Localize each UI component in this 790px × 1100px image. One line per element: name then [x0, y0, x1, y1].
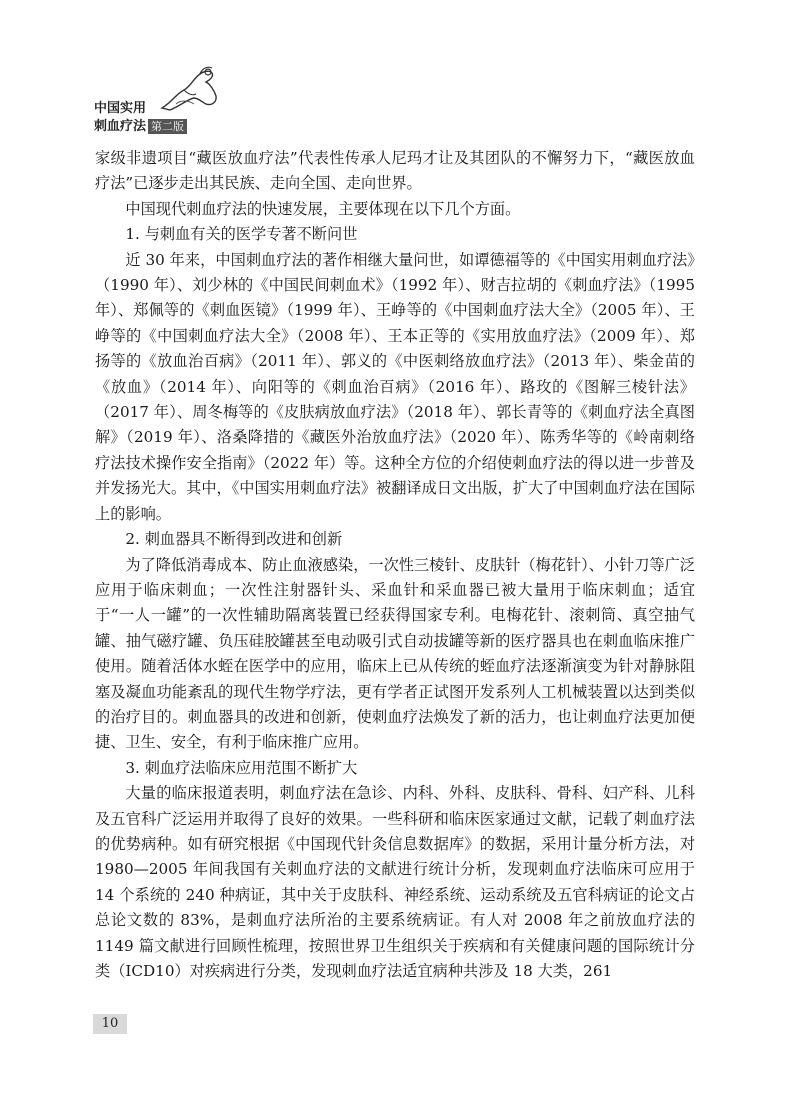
section-heading: 2. 刺血器具不断得到改进和创新 [125, 530, 343, 549]
page-number: 10 [93, 1014, 127, 1034]
running-header [88, 64, 228, 134]
header-title-line1: 中国实用 [94, 101, 147, 116]
header-title-line2 [94, 115, 187, 134]
paragraph: 大量的临床报道表明，刺血疗法在急诊、内科、外科、皮肤科、骨科、妇产科、儿科及五官科广泛运用并取得了良好的效果。一些科研和临床医家通过文献，记载了刺血疗法的优势病种。如有研究根据《中国现代针灸信息数据库》的数据，采用计量分析方法，对 1980—2005 年间我国有关刺血疗法的文献进行统计分析，发现刺血疗法临床可应用于 14 个系统的 240 种病证，其中关于皮肤科、神经系统、运动系统及五官科病证的论文占总论文数的 83%，是刺血疗法所治的主要系统病证。有人对 2008 年之前放血疗法的 1149 篇文献进行回顾性梳理，按照世界卫生组织关于疾病和有关健康问题的国际统计分类（ICD10）对疾病进行分类，发现刺血疗法适宜病种共涉及 18 大类，261 [95, 784, 695, 980]
paragraph: 家级非遗项目“藏医放血疗法”代表性传承人尼玛才让及其团队的不懈努力下，“藏医放血疗法”已逐步走出其民族、走向全国、走向世界。 [95, 149, 695, 193]
body-text [95, 146, 695, 984]
section-heading: 1. 与刺血有关的医学专著不断问世 [125, 225, 358, 244]
acupuncturist-figure-icon [154, 64, 224, 114]
paragraph: 中国现代刺血疗法的快速发展，主要体现在以下几个方面。 [125, 199, 521, 218]
paragraph: 近 30 年来，中国刺血疗法的著作相继大量问世，如谭德福等的《中国实用刺血疗法》（1990 年）、刘少林的《中国民间刺血术》（1992 年）、财吉拉胡的《刺血疗法》（1995 年）、郑佩等的《刺血医镜》（1999 年）、王峥等的《中国刺血疗法大全》（2005 年）、王峥等的《中国刺血疗法大全》（2008 年）、王本正等的《实用放血疗法》（2009 年）、郑扬等的《放血治百病》（2011 年）、郭义的《中医刺络放血疗法》（2013 年）、柴金苗的《放血》（2014 年）、向阳等的《刺血治百病》（2016 年）、路玫的《图解三棱针法》（2017 年）、周冬梅等的《皮肤病放血疗法》（2018 年）、郭长青等的《刺血疗法全真图解》（2019 年）、洛桑降措的《藏医外治放血疗法》（2020 年）、陈秀华等的《岭南刺络疗法技术操作安全指南》（2022 年）等。这种全方位的介绍使刺血疗法的得以进一步普及并发扬光大。其中，《中国实用刺血疗法》被翻译成日文出版，扩大了中国刺血疗法在国际上的影响。 [95, 250, 695, 523]
section-heading: 3. 刺血疗法临床应用范围不断扩大 [125, 758, 358, 777]
edition-badge: 第二版 [148, 119, 187, 134]
header-title-text: 刺血疗法 [94, 119, 147, 134]
paragraph: 为了降低消毒成本、防止血液感染，一次性三棱针、皮肤针（梅花针）、小针刀等广泛应用于临床刺血；一次性注射器针头、采血针和采血器已被大量用于临床刺血；适宜于“一人一罐”的一次性辅助隔离装置已经获得国家专利。电梅花针、滚刺筒、真空抽气罐、抽气磁疗罐、负压硅胶罐甚至电动吸引式自动拔罐等新的医疗器具也在刺血临床推广使用。随着活体水蛭在医学中的应用，临床上已从传统的蛭血疗法逐渐演变为针对静脉阻塞及凝血功能紊乱的现代生物学疗法，更有学者正试图开发系列人工机械装置以达到类似的治疗目的。刺血器具的改进和创新，使刺血疗法焕发了新的活力，也让刺血疗法更加便捷、卫生、安全，有利于临床推广应用。 [95, 555, 695, 752]
